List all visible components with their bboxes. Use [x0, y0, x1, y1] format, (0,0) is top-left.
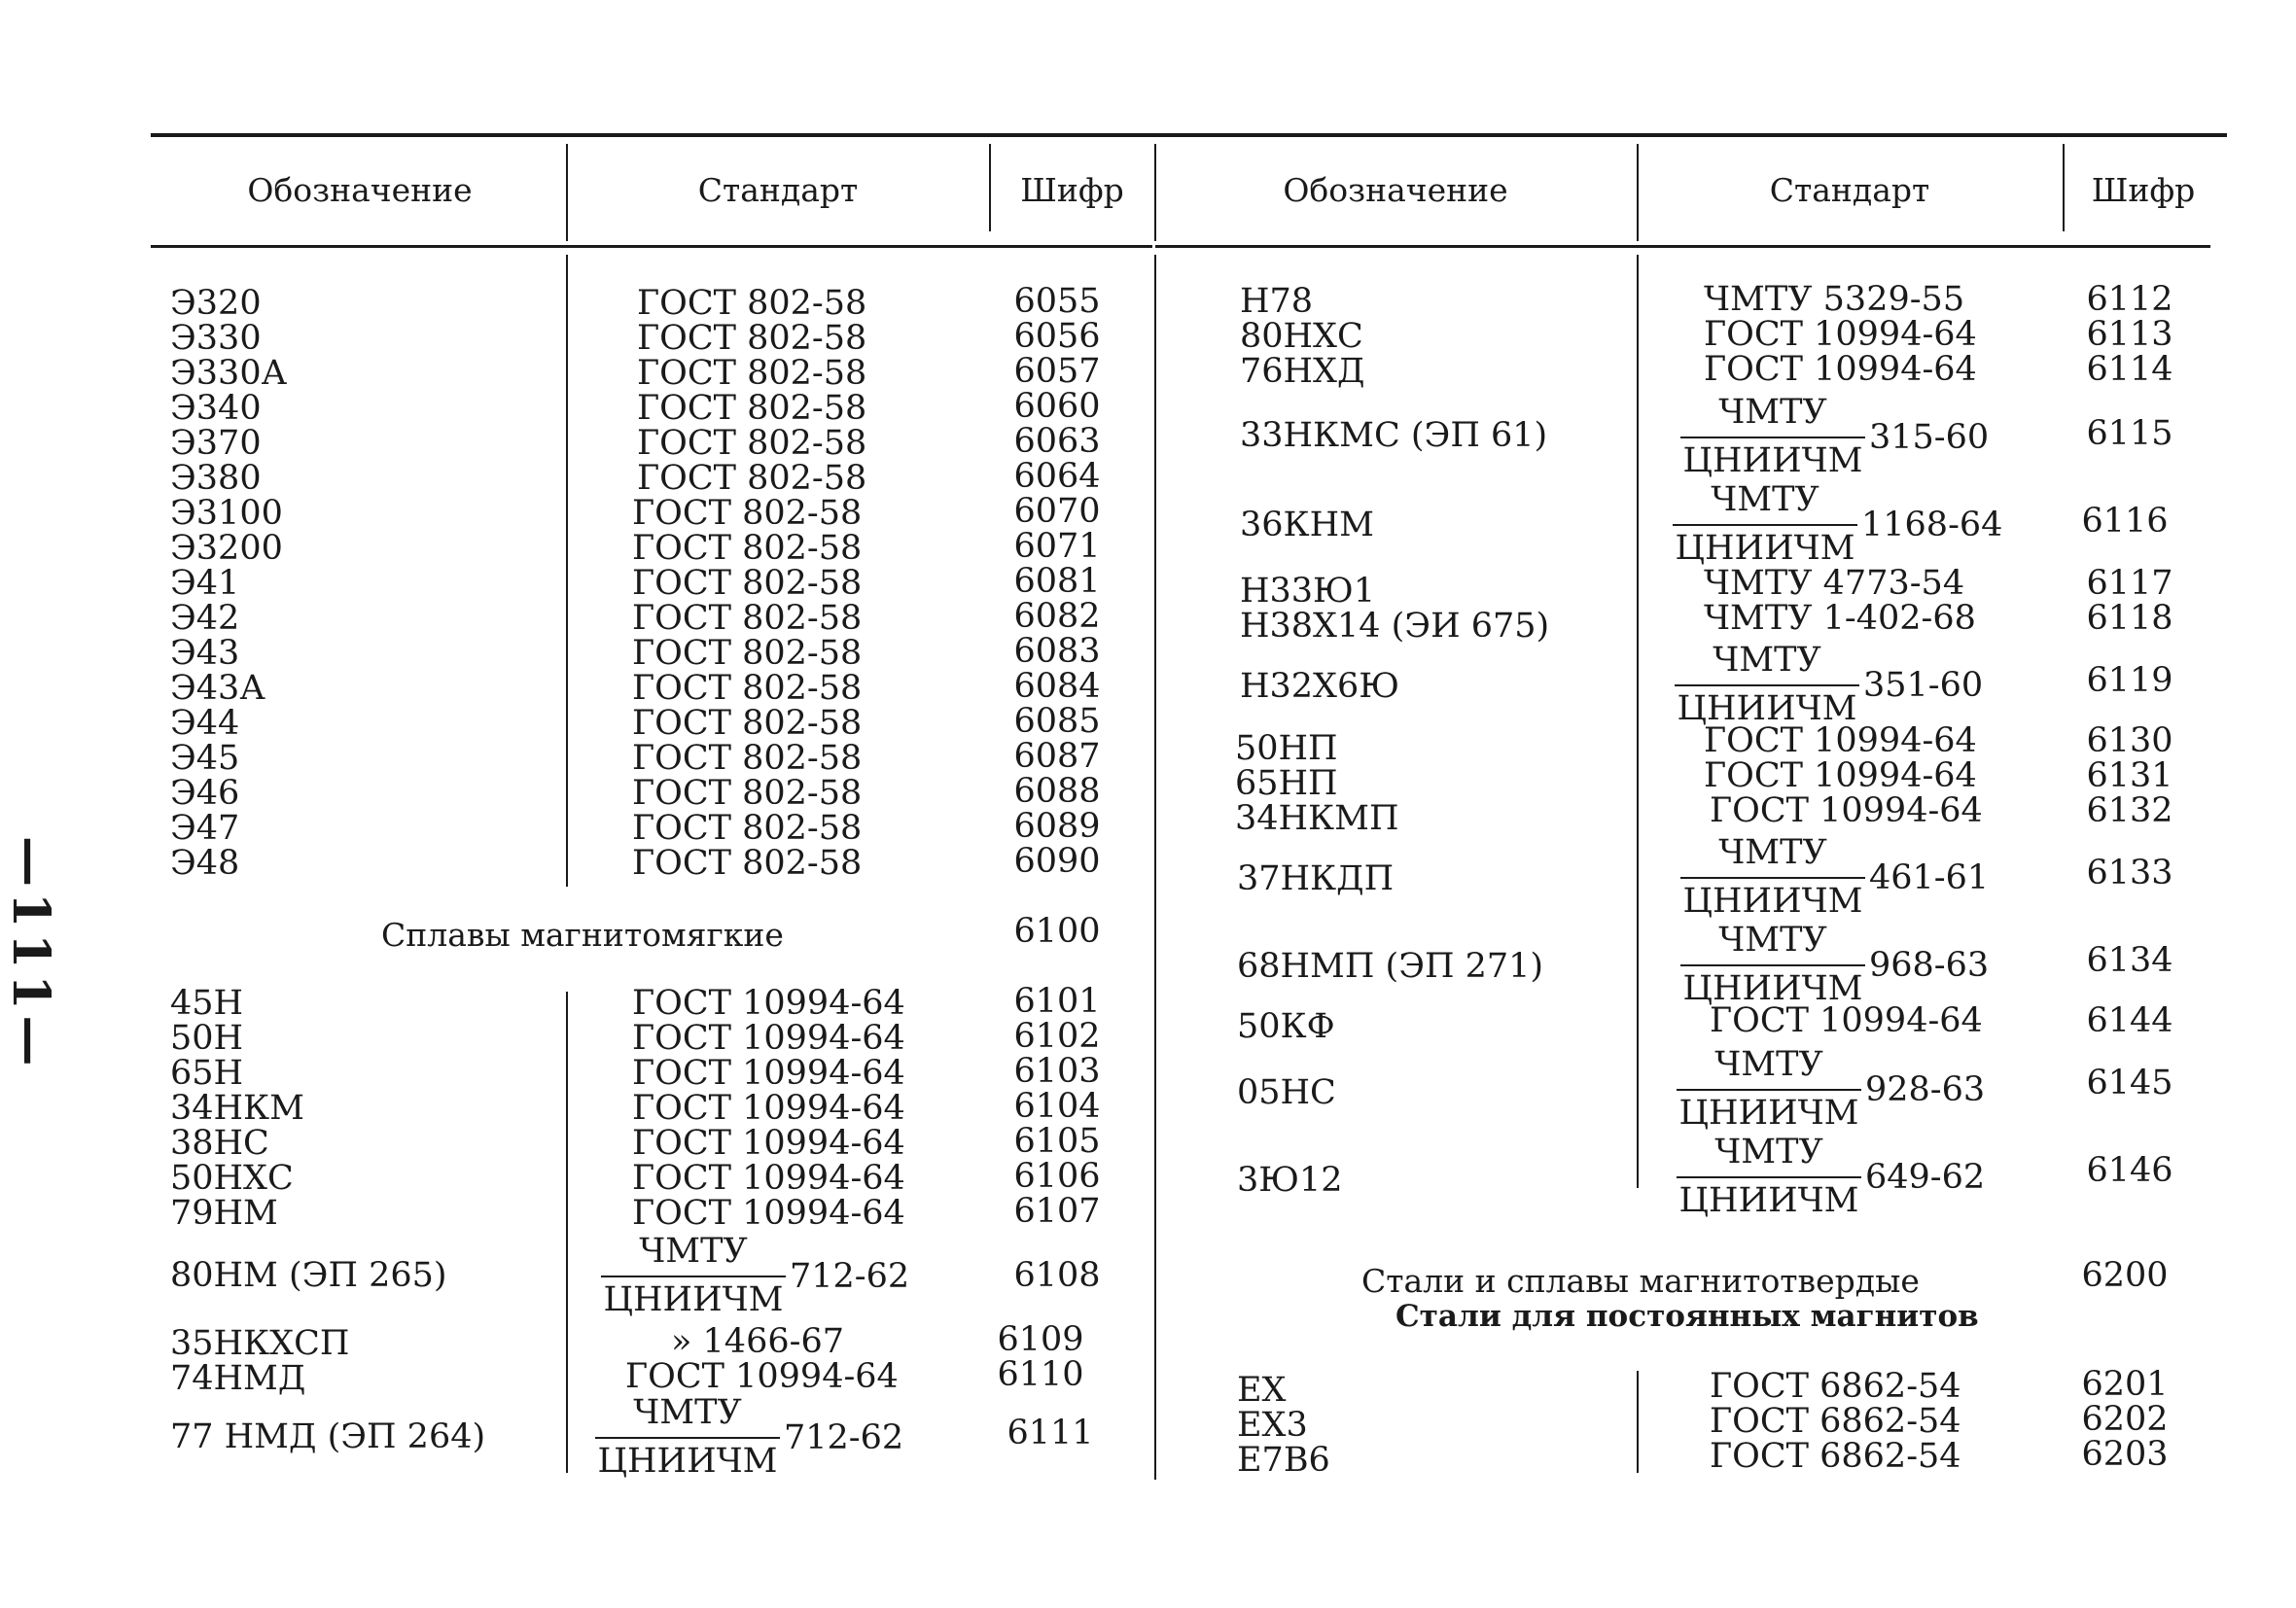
fraction-bar [1680, 437, 1865, 438]
fraction-bar [1677, 1089, 1861, 1091]
designation-cell: ЕХ [1237, 1371, 1287, 1410]
fraction-numerator: ЧМТУ [639, 1232, 748, 1271]
standard-cell: ГОСТ 10994-64 [632, 1194, 905, 1233]
standard-cell: ГОСТ 10994-64 [632, 984, 905, 1023]
designation-cell: 68НМП (ЭП 271) [1237, 947, 1544, 986]
section-code-hard: 6200 [2081, 1256, 2169, 1295]
divider-body-l1 [566, 255, 568, 887]
designation-cell: 38НС [170, 1124, 269, 1163]
standard-cell: ГОСТ 802-58 [637, 424, 867, 463]
standard-cell: ГОСТ 802-58 [632, 529, 863, 568]
designation-cell: Э43А [170, 669, 265, 708]
code-cell: 6103 [1013, 1052, 1101, 1091]
header-designation-right: Обозначение [1283, 171, 1508, 209]
standard-fraction [1680, 394, 1989, 481]
code-cell: 6106 [1013, 1157, 1101, 1196]
designation-cell: 80НМ (ЭП 265) [170, 1256, 447, 1295]
code-cell: 6063 [1013, 422, 1101, 461]
standard-cell: ГОСТ 10994-64 [1704, 721, 1977, 760]
standard-cell: ГОСТ 802-58 [632, 809, 863, 848]
code-cell: 6071 [1013, 527, 1101, 566]
standard-cell: ГОСТ 6862-54 [1710, 1437, 1961, 1476]
designation-cell: Н33Ю1 [1240, 572, 1376, 611]
fraction-denominator: ЦНИИЧМ [1682, 882, 1863, 921]
designation-cell: 50НХС [170, 1159, 294, 1198]
standard-cell: » 1466-67 [671, 1322, 844, 1361]
designation-cell: Э380 [170, 459, 262, 498]
divider-body-mid [1154, 255, 1156, 1480]
designation-cell: Э46 [170, 774, 240, 813]
designation-cell: 79НМ [170, 1194, 278, 1233]
code-cell: 6110 [997, 1355, 1084, 1394]
header-rule-right [1155, 245, 2210, 248]
header-standard-left: Стандарт [697, 171, 859, 209]
page-number: —111— [1, 836, 60, 1072]
designation-cell: Э43 [170, 634, 240, 673]
code-cell: 6119 [2086, 661, 2173, 700]
code-cell: 6145 [2086, 1064, 2173, 1102]
fraction-denominator: ЦНИИЧМ [1678, 1094, 1859, 1133]
divider-header-mid [1154, 144, 1156, 241]
fraction-bar [601, 1276, 786, 1277]
section-subtitle-hard: Стали для постоянных магнитов [1395, 1299, 1979, 1334]
code-cell: 6089 [1013, 807, 1101, 846]
code-cell: 6087 [1013, 737, 1101, 776]
designation-cell: 3Ю12 [1237, 1161, 1343, 1200]
standard-cell: ЧМТУ 1-402-68 [1704, 599, 1976, 638]
code-cell: 6057 [1013, 352, 1101, 391]
code-cell: 6082 [1013, 597, 1101, 636]
designation-cell: 50Н [170, 1019, 244, 1058]
fraction-denominator: ЦНИИЧМ [1675, 529, 1855, 568]
section-title-hard: Стали и сплавы магнитотвердые [1361, 1262, 1920, 1300]
standard-cell: ГОСТ 802-58 [632, 564, 863, 603]
fraction-numerator: ЧМТУ [1714, 1045, 1823, 1084]
header-rule-left [151, 245, 1152, 248]
standard-fraction [595, 1394, 903, 1482]
code-cell: 6202 [2081, 1400, 2169, 1439]
fraction-bar [1680, 964, 1865, 966]
code-cell: 6090 [1013, 842, 1101, 881]
standard-cell: ГОСТ 10994-64 [632, 1159, 905, 1198]
fraction-denominator: ЦНИИЧМ [1682, 969, 1863, 1008]
standard-cell: ГОСТ 802-58 [637, 354, 867, 393]
standard-cell: ГОСТ 802-58 [637, 284, 867, 323]
code-cell: 6104 [1013, 1087, 1101, 1126]
fraction-numerator: ЧМТУ [1718, 921, 1827, 960]
standard-cell: ГОСТ 802-58 [637, 319, 867, 358]
fraction-denominator: ЦНИИЧМ [597, 1442, 778, 1481]
code-cell: 6114 [2086, 350, 2173, 389]
divider-header-l1 [566, 144, 568, 241]
code-cell: 6131 [2086, 756, 2173, 795]
designation-cell: 37НКДП [1237, 859, 1395, 898]
standard-cell: ГОСТ 10994-64 [1710, 791, 1983, 830]
standard-cell: ГОСТ 6862-54 [1710, 1402, 1961, 1441]
designation-cell: 33НКМС (ЭП 61) [1240, 416, 1548, 455]
standard-cell: ГОСТ 802-58 [637, 389, 867, 428]
designation-cell: Э48 [170, 844, 240, 883]
designation-cell: Э370 [170, 424, 262, 463]
standard-cell: ГОСТ 10994-64 [632, 1124, 905, 1163]
code-cell: 6113 [2086, 315, 2173, 354]
designation-cell: 36КНМ [1240, 506, 1374, 544]
header-standard-right: Стандарт [1769, 171, 1930, 209]
standard-fraction [1680, 834, 1989, 922]
code-cell: 6117 [2086, 564, 2173, 603]
standard-fraction [1677, 1134, 1985, 1221]
standard-cell: ГОСТ 10994-64 [1704, 315, 1977, 354]
divider-body-r1 [1637, 255, 1639, 1188]
designation-cell: ЕХ3 [1237, 1406, 1308, 1445]
section-title-soft: Сплавы магнитомягкие [381, 916, 784, 954]
standard-cell: ГОСТ 802-58 [632, 669, 863, 708]
designation-cell: 80НХС [1240, 317, 1363, 356]
designation-cell: 34НКМ [170, 1089, 304, 1128]
standard-fraction [601, 1233, 909, 1320]
header-designation-left: Обозначение [247, 171, 473, 209]
standard-cell: ГОСТ 802-58 [632, 844, 863, 883]
standard-cell: ГОСТ 10994-64 [625, 1357, 899, 1396]
fraction-bar [1673, 524, 1857, 526]
fraction-denominator: ЦНИИЧМ [603, 1280, 784, 1319]
standard-cell: ЧМТУ 5329-55 [1704, 280, 1965, 319]
code-cell: 6055 [1013, 282, 1101, 321]
code-cell: 6133 [2086, 854, 2173, 892]
fraction-number: 712-62 [790, 1257, 910, 1296]
code-cell: 6060 [1013, 387, 1101, 426]
designation-cell: 35НКХСП [170, 1324, 350, 1363]
code-cell: 6064 [1013, 457, 1101, 496]
code-cell: 6081 [1013, 562, 1101, 601]
fraction-number: 712-62 [784, 1418, 904, 1457]
code-cell: 6111 [1007, 1414, 1094, 1452]
designation-cell: Э320 [170, 284, 262, 323]
code-cell: 6085 [1013, 702, 1101, 741]
fraction-number: 928-63 [1865, 1070, 1986, 1109]
fraction-bar [595, 1437, 780, 1439]
code-cell: 6056 [1013, 317, 1101, 356]
designation-cell: Н78 [1240, 282, 1314, 321]
code-cell: 6118 [2086, 599, 2173, 638]
fraction-numerator: ЧМТУ [1718, 393, 1827, 432]
code-cell: 6203 [2081, 1435, 2169, 1474]
standard-fraction [1680, 922, 1989, 1009]
code-cell: 6083 [1013, 632, 1101, 671]
designation-cell: Н32Х6Ю [1240, 667, 1400, 706]
fraction-bar [1675, 684, 1859, 686]
fraction-numerator: ЧМТУ [1711, 480, 1819, 519]
fraction-numerator: ЧМТУ [633, 1393, 742, 1432]
code-cell: 6201 [2081, 1365, 2169, 1404]
code-cell: 6084 [1013, 667, 1101, 706]
designation-cell: Е7В6 [1237, 1441, 1330, 1480]
fraction-number: 315-60 [1869, 418, 1990, 457]
header-code-right: Шифр [2091, 171, 2196, 209]
designation-cell: Э42 [170, 599, 240, 638]
designation-cell: 50КФ [1237, 1007, 1335, 1046]
standard-cell: ГОСТ 10994-64 [1704, 350, 1977, 389]
designation-cell: Э44 [170, 704, 240, 743]
code-cell: 6115 [2086, 414, 2173, 453]
designation-cell: Э3200 [170, 529, 283, 568]
code-cell: 6088 [1013, 772, 1101, 811]
standard-cell: ГОСТ 802-58 [632, 634, 863, 673]
standard-fraction [1677, 1046, 1985, 1134]
standard-cell: ГОСТ 802-58 [632, 599, 863, 638]
code-cell: 6108 [1013, 1256, 1101, 1295]
standard-fraction [1675, 642, 1983, 729]
code-cell: 6132 [2086, 791, 2173, 830]
code-cell: 6144 [2086, 1001, 2173, 1040]
table-top-rule [151, 133, 2227, 137]
fraction-bar [1677, 1176, 1861, 1178]
designation-cell: 74НМД [170, 1359, 306, 1398]
designation-cell: Э3100 [170, 494, 283, 533]
standard-cell: ГОСТ 10994-64 [632, 1019, 905, 1058]
designation-cell: 76НХД [1240, 352, 1365, 391]
standard-cell: ГОСТ 6862-54 [1710, 1367, 1961, 1406]
designation-cell: 05НС [1237, 1073, 1336, 1112]
designation-cell: Э330А [170, 354, 288, 393]
standard-cell: ГОСТ 802-58 [632, 774, 863, 813]
standard-cell: ГОСТ 10994-64 [1710, 1001, 1983, 1040]
designation-cell: Э330 [170, 319, 262, 358]
fraction-denominator: ЦНИИЧМ [1677, 689, 1857, 728]
designation-cell: 50НП [1235, 729, 1338, 768]
fraction-denominator: ЦНИИЧМ [1682, 441, 1863, 480]
section-code-soft: 6100 [1013, 912, 1101, 951]
code-cell: 6130 [2086, 721, 2173, 760]
fraction-numerator: ЧМТУ [1714, 1133, 1823, 1171]
designation-cell: Э340 [170, 389, 262, 428]
standard-cell: ГОСТ 802-58 [632, 704, 863, 743]
fraction-number: 649-62 [1865, 1158, 1986, 1197]
divider-body-r1b [1637, 1371, 1639, 1473]
header-code-left: Шифр [1020, 171, 1124, 209]
designation-cell: Н38Х14 (ЭИ 675) [1240, 607, 1550, 646]
fraction-number: 968-63 [1869, 946, 1990, 985]
fraction-number: 1168-64 [1861, 506, 2003, 544]
code-cell: 6101 [1013, 982, 1101, 1021]
code-cell: 6134 [2086, 941, 2173, 980]
designation-cell: Э41 [170, 564, 240, 603]
designation-cell: Э47 [170, 809, 240, 848]
code-cell: 6107 [1013, 1192, 1101, 1231]
standard-cell: ГОСТ 802-58 [637, 459, 867, 498]
divider-header-r2 [2063, 144, 2065, 231]
standard-cell: ГОСТ 10994-64 [632, 1089, 905, 1128]
fraction-numerator: ЧМТУ [1718, 833, 1827, 872]
designation-cell: 65НП [1235, 764, 1338, 803]
code-cell: 6105 [1013, 1122, 1101, 1161]
standard-cell: ЧМТУ 4773-54 [1704, 564, 1965, 603]
divider-body-l1b [566, 992, 568, 1473]
divider-header-l2 [989, 144, 991, 231]
code-cell: 6109 [997, 1320, 1084, 1359]
divider-header-r1 [1637, 144, 1639, 241]
standard-cell: ГОСТ 802-58 [632, 739, 863, 778]
standard-cell: ГОСТ 802-58 [632, 494, 863, 533]
fraction-number: 461-61 [1869, 858, 1990, 897]
code-cell: 6116 [2081, 502, 2169, 541]
standard-fraction [1673, 481, 2002, 569]
fraction-number: 351-60 [1863, 666, 1984, 705]
code-cell: 6146 [2086, 1151, 2173, 1190]
fraction-bar [1680, 877, 1865, 879]
code-cell: 6070 [1013, 492, 1101, 531]
designation-cell: 34НКМП [1235, 799, 1399, 838]
designation-cell: 65Н [170, 1054, 244, 1093]
designation-cell: 45Н [170, 984, 244, 1023]
designation-cell: Э45 [170, 739, 240, 778]
standard-cell: ГОСТ 10994-64 [632, 1054, 905, 1093]
designation-cell: 77 НМД (ЭП 264) [170, 1417, 486, 1456]
fraction-numerator: ЧМТУ [1713, 641, 1821, 680]
code-cell: 6102 [1013, 1017, 1101, 1056]
code-cell: 6112 [2086, 280, 2173, 319]
fraction-denominator: ЦНИИЧМ [1678, 1181, 1859, 1220]
standard-cell: ГОСТ 10994-64 [1704, 756, 1977, 795]
